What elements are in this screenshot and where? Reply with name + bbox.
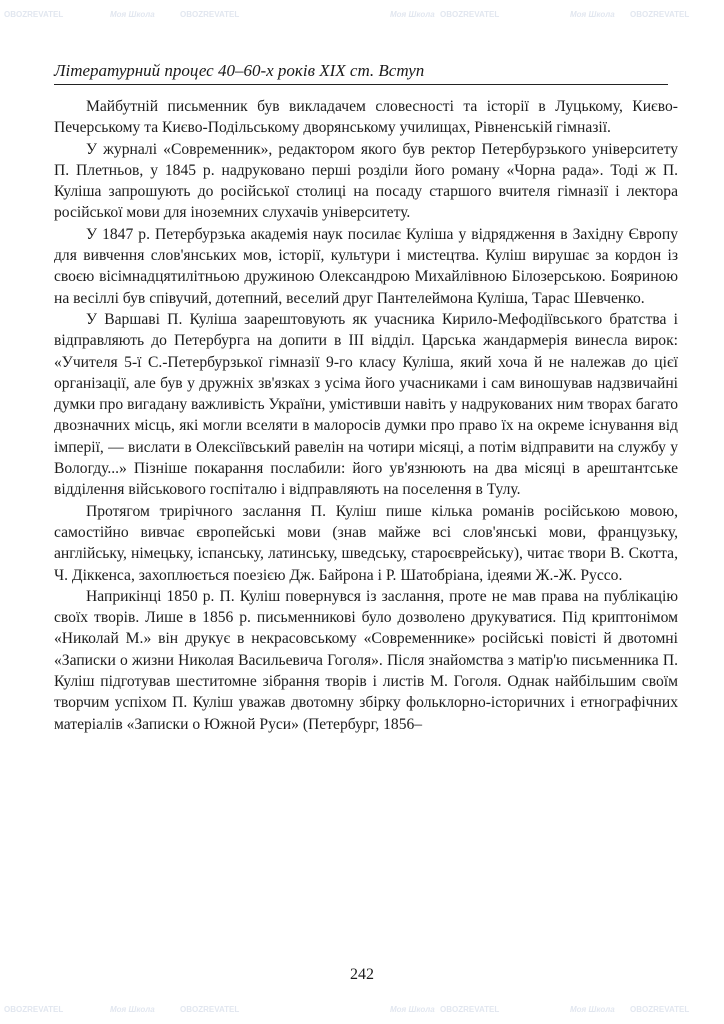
watermark-moya-shkola: Моя Школа bbox=[110, 10, 155, 19]
paragraph: Протягом трирічного заслання П. Куліш пише кілька романів російською мовою, самостійно вивчає європейські мови (знав майже всі слов'янські мови, французьку, англійську, німецьку, іспанську, латинську, шведську, староєврейську), читає твори В. Скотта, Ч. Діккенса, захоплюється поезією Дж. Байрона і Р. Шатобріана, ідеями Ж.-Ж. Руссо. bbox=[54, 502, 678, 584]
paragraph: Майбутній письменник був викладачем словесності та історії в Луцькому, Києво-Печерському та Києво-Подільському дворянському училищах, Рівненській гімназії. bbox=[54, 98, 678, 137]
watermark-obozrevatel: OBOZREVATEL bbox=[440, 10, 500, 19]
page-number: 242 bbox=[350, 966, 374, 983]
watermark-moya-shkola: Моя Школа bbox=[570, 1005, 615, 1014]
body-text bbox=[54, 96, 678, 735]
paragraph: У 1847 р. Петербурзька академія наук посилає Куліша у відрядження в Західну Європу для вивчення слов'янських мов, історії, культури і мистецтва. Куліш вирушає за кордон із своєю вісімнадцятилітньою дружиною Олександрою Михайлівною Білозерською. Бояриною на весіллі був співучий, дотепний, веселий друг Пантелеймона Куліша, Тарас Шевченко. bbox=[54, 225, 678, 307]
watermark-moya-shkola: Моя Школа bbox=[390, 1005, 435, 1014]
paragraph: У журналі «Современник», редактором якого був ректор Петербурзького університету П. Плетньов, у 1845 р. надруковано перші розділи його роману «Чорна рада». Тоді ж П. Куліша запрошують до російської столиці на посаду старшого вчителя гімназії і лектора російської мови для іноземних слухачів університету. bbox=[54, 140, 678, 222]
bottom-watermark-strip bbox=[0, 1003, 724, 1021]
watermark-obozrevatel: OBOZREVATEL bbox=[180, 1005, 240, 1014]
watermark-moya-shkola: Моя Школа bbox=[570, 10, 615, 19]
watermark-obozrevatel: OBOZREVATEL bbox=[440, 1005, 500, 1014]
watermark-obozrevatel: OBOZREVATEL bbox=[630, 1005, 690, 1014]
watermark-obozrevatel: OBOZREVATEL bbox=[4, 10, 64, 19]
running-header: Літературний процес 40–60-х років XIX ст. Вступ bbox=[54, 61, 668, 85]
watermark-obozrevatel: OBOZREVATEL bbox=[4, 1005, 64, 1014]
watermark-obozrevatel: OBOZREVATEL bbox=[180, 10, 240, 19]
watermark-moya-shkola: Моя Школа bbox=[110, 1005, 155, 1014]
paragraph: Наприкінці 1850 р. П. Куліш повернувся із заслання, проте не мав права на публікацію своїх творів. Лише в 1856 р. письменникові було дозволено друкуватися. Під криптонімом «Николай М.» він друкує в некрасовському «Современнике» російські повісті й двотомні «Записки о жизни Николая Васильевича Гоголя». Після знайомства з матір'ю письменника П. Куліш підготував шеститомне зібрання творів і листів М. Гоголя. Однак найбільшим своїм творчим успіхом П. Куліш уважав двотомну збірку фольклорно-історичних і етнографічних матеріалів «Записки о Южной Руси» (Петербург, 1856– bbox=[54, 587, 678, 733]
top-watermark-strip bbox=[0, 8, 724, 26]
watermark-moya-shkola: Моя Школа bbox=[390, 10, 435, 19]
watermark-obozrevatel: OBOZREVATEL bbox=[630, 10, 690, 19]
paragraph: У Варшаві П. Куліша заарештовують як учасника Кирило-Мефодіївського братства і відправляють до Петербурга на допити в III відділ. Царська жандармерія винесла вирок: «Учителя 5-ї С.-Петербурзької гімназії 9-го класу Куліша, який хоча й не належав до цієї організації, але був у дружніх зв'язках з усіма його учасниками і сам виношував надзвичайні думки про вигадану важливість України, умістивши навіть у надрукованих ним творах багато двозначних місць, які могли вселяти в малоросів думки про право їх на окреме існування від імперії, — вислати в Олексіївський равелін на чотири місяці, а потім відправити на службу у Вологду...» Пізніше покарання послабили: його ув'язнюють на два місяці в арештантське відділення військового госпіталю і відправляють на поселення в Тулу. bbox=[54, 310, 678, 499]
